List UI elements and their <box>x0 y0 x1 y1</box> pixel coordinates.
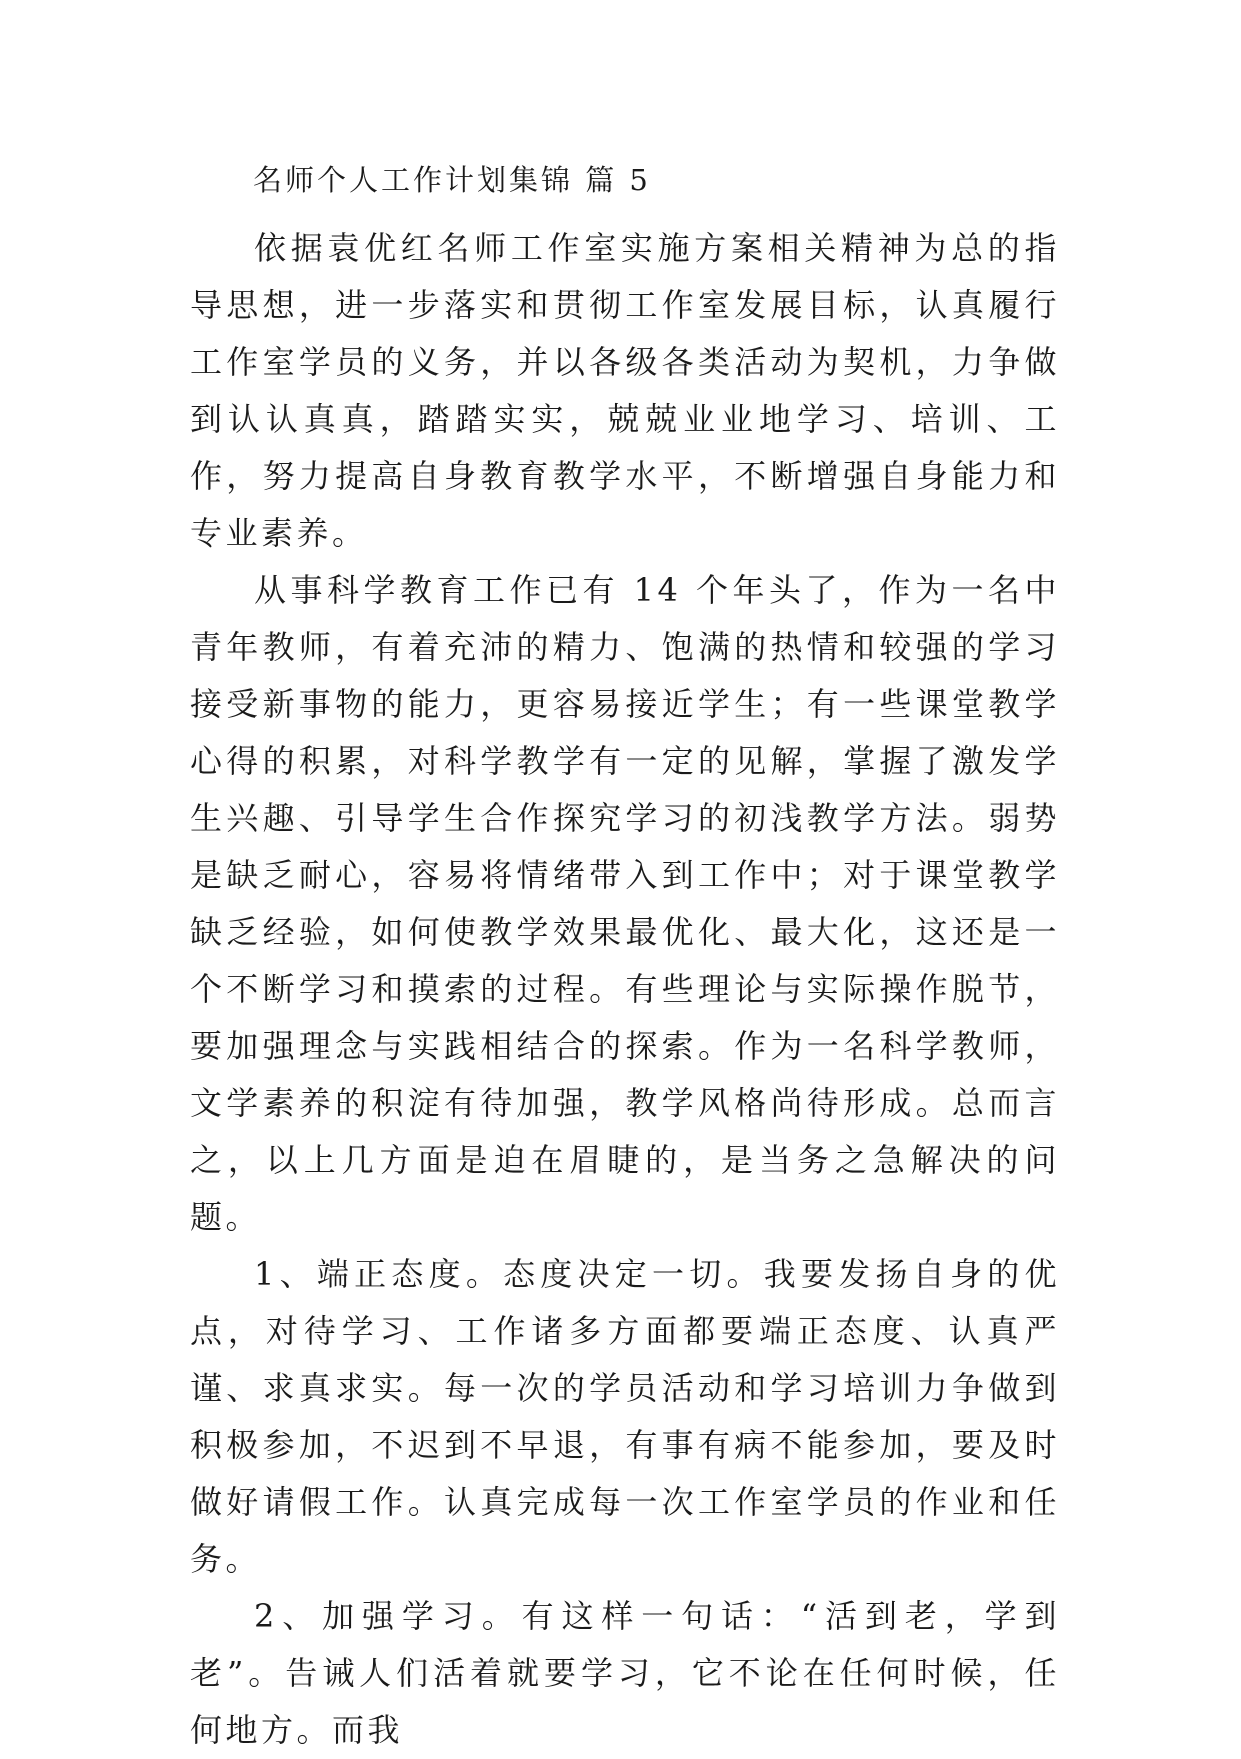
paragraph-self-analysis: 从事科学教育工作已有 14 个年头了，作为一名中青年教师，有着充沛的精力、饱满的热情和较强的学习接受新事物的能力，更容易接近学生；有一些课堂教学心得的积累，对科学教学有一定的见解，掌握了激发学生兴趣、引导学生合作探究学习的初浅教学方法。弱势是缺乏耐心，容易将情绪带入到工作中；对于课堂教学缺乏经验，如何使教学效果最优化、最大化，这还是一个不断学习和摸索的过程。有些理论与实际操作脱节，要加强理念与实践相结合的探索。作为一名科学教师，文学素养的积淀有待加强，教学风格尚待形成。总而言之，以上几方面是迫在眉睫的，是当务之急解决的问题。 <box>190 571 1060 1236</box>
document-body <box>190 220 1060 1759</box>
document-title: 名师个人工作计划集锦 篇 5 <box>253 163 651 197</box>
paragraph-intro: 依据袁优红名师工作室实施方案相关精神为总的指导思想，进一步落实和贯彻工作室发展目标，认真履行工作室学员的义务，并以各级各类活动为契机，力争做到认认真真，踏踏实实，兢兢业业地学习、培训、工作，努力提高自身教育教学水平，不断增强自身能力和专业素养。 <box>190 229 1060 552</box>
paragraph-item-1: 1、端正态度。态度决定一切。我要发扬自身的优点，对待学习、工作诸多方面都要端正态度、认真严谨、求真求实。每一次的学员活动和学习培训力争做到积极参加，不迟到不早退，有事有病不能参加，要及时做好请假工作。认真完成每一次工作室学员的作业和任务。 <box>190 1255 1060 1578</box>
paragraph-item-2: 2、加强学习。有这样一句话：“活到老，学到老”。告诫人们活着就要学习，它不论在任何时候，任何地方。而我 <box>190 1597 1060 1749</box>
